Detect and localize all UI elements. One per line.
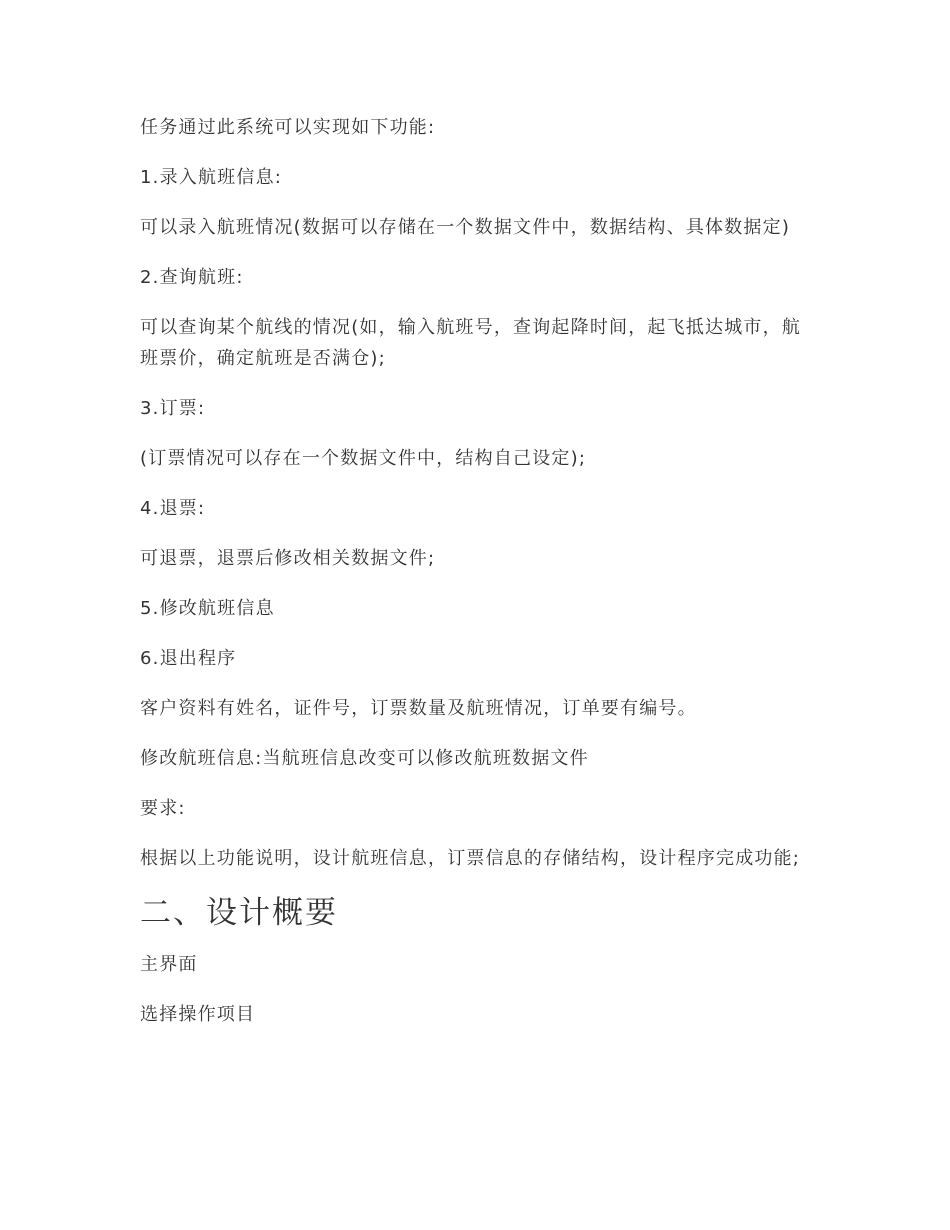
paragraph-item-5-title: 5.修改航班信息	[140, 598, 275, 619]
paragraph-item-1-title: 1.录入航班信息:	[140, 167, 283, 188]
paragraph-requirements-body: 根据以上功能说明，设计航班信息，订票信息的存储结构，设计程序完成功能;	[140, 848, 801, 869]
paragraph-main-interface: 主界面	[140, 954, 198, 975]
paragraph-modify-flight: 修改航班信息:当航班信息改变可以修改航班数据文件	[140, 748, 589, 769]
paragraph-item-2-title: 2.查询航班:	[140, 267, 244, 288]
paragraph-requirements-title: 要求:	[140, 798, 186, 819]
paragraph-select-operation: 选择操作项目	[140, 1004, 256, 1025]
paragraph-item-4-title: 4.退票:	[140, 498, 206, 519]
paragraph-intro: 任务通过此系统可以实现如下功能:	[140, 117, 436, 138]
paragraph-item-4-body: 可退票，退票后修改相关数据文件;	[140, 548, 436, 569]
document-page	[140, 112, 815, 1049]
paragraph-item-3-body: (订票情况可以存在一个数据文件中，结构自己设定);	[140, 448, 587, 469]
paragraph-customer-info: 客户资料有姓名，证件号，订票数量及航班情况，订单要有编号。	[140, 698, 697, 719]
paragraph-item-1-body: 可以录入航班情况(数据可以存储在一个数据文件中，数据结构、具体数据定)	[140, 217, 791, 238]
paragraph-item-3-title: 3.订票:	[140, 398, 206, 419]
section-heading-design-overview: 二、设计概要	[140, 895, 338, 931]
paragraph-item-6-title: 6.退出程序	[140, 648, 237, 669]
paragraph-item-2-body: 可以查询某个航线的情况(如，输入航班号，查询起降时间，起飞抵达城市，航班票价，确定航班是否满仓);	[140, 317, 802, 369]
